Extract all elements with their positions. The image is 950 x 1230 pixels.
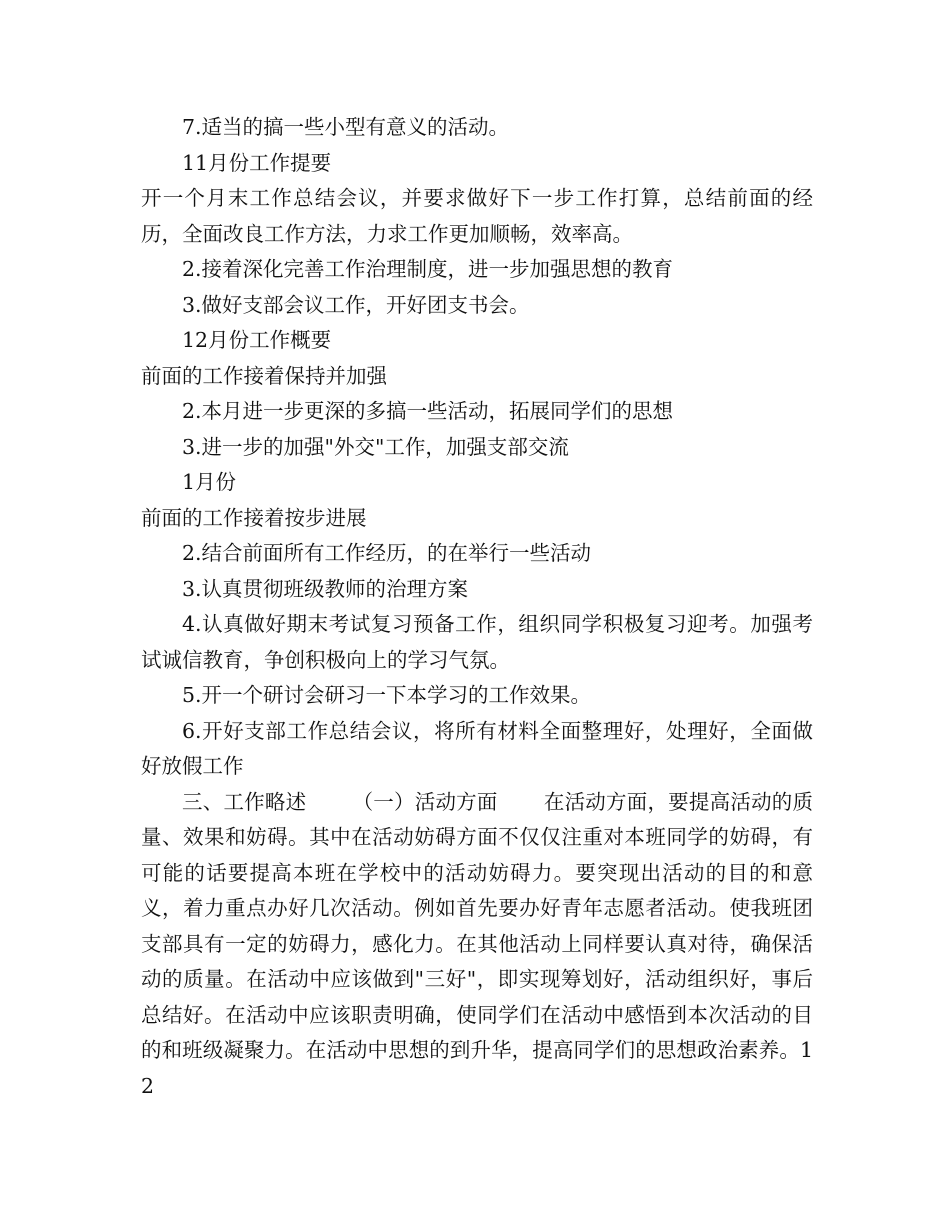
paragraph-january-item-1: 前面的工作接着按步进展 [141, 505, 367, 530]
paragraph-december-item-2: 2.本月进一步更深的多搞一些活动，拓展同学们的思想 [182, 399, 674, 423]
paragraph-november-item-2: 2.接着深化完善工作治理制度，进一步加强思想的教育 [182, 257, 674, 281]
heading-november: 11月份工作提要 [182, 150, 332, 175]
paragraph-work-overview [141, 785, 813, 1105]
paragraph-january-item-6: 6.开好支部工作总结会议，将所有材料全面整理好，处理好，全面做好放假工作 [141, 718, 813, 778]
activities-body-text: 在活动方面，要提高活动的质量、效果和妨碍。其中在活动妨碍方面不仅仅注重对本班同学的妨碍，有可能的话要提高本班在学校中的活动妨碍力。要突现出活动的目的和意义，着力重点办好几次活动。例如首先要办好青年志愿者活动。使我班团支部具有一定的妨碍力，感化力。在其他活动上同样要认真对待，确保活动的质量。在活动中应该做到"三好"，即实现筹划好，活动组织好，事后总结好。在活动中应该职责明确，使同学们在活动中感悟到本次活动的目的和班级凝聚力。在活动中思想的到升华，提高同学们的思想政治素养。12 [141, 789, 814, 1098]
paragraph-november-item-3: 3.做好支部会议工作，开好团支书会。 [182, 292, 530, 317]
paragraph-item-7: 7.适当的搞一些小型有意义的活动。 [182, 115, 510, 139]
paragraph-january-item-2: 2.结合前面所有工作经历，的在举行一些活动 [182, 541, 592, 565]
document-body [141, 110, 813, 1104]
heading-january: 1月份 [182, 470, 237, 494]
subsection-heading-activities: （一）活动方面 [352, 789, 498, 814]
paragraph-december-item-3: 3.进一步的加强"外交"工作，加强支部交流 [182, 434, 569, 459]
paragraph-november-summary: 开一个月末工作总结会议，并要求做好下一步工作打算，总结前面的经历，全面改良工作方法，力求工作更加顺畅，效率高。 [141, 186, 813, 246]
paragraph-january-item-5: 5.开一个研讨会研习一下本学习的工作效果。 [182, 683, 592, 707]
paragraph-january-item-3: 3.认真贯彻班级教师的治理方案 [182, 576, 469, 601]
paragraph-january-item-4: 4.认真做好期末考试复习预备工作，组织同学积极复习迎考。加强考试诚信教育，争创积极向上的学习气氛。 [141, 612, 813, 672]
paragraph-december-item-1: 前面的工作接着保持并加强 [141, 363, 387, 388]
section-heading-work-overview: 三、工作略述 [182, 789, 307, 814]
heading-december: 12月份工作概要 [182, 328, 332, 352]
